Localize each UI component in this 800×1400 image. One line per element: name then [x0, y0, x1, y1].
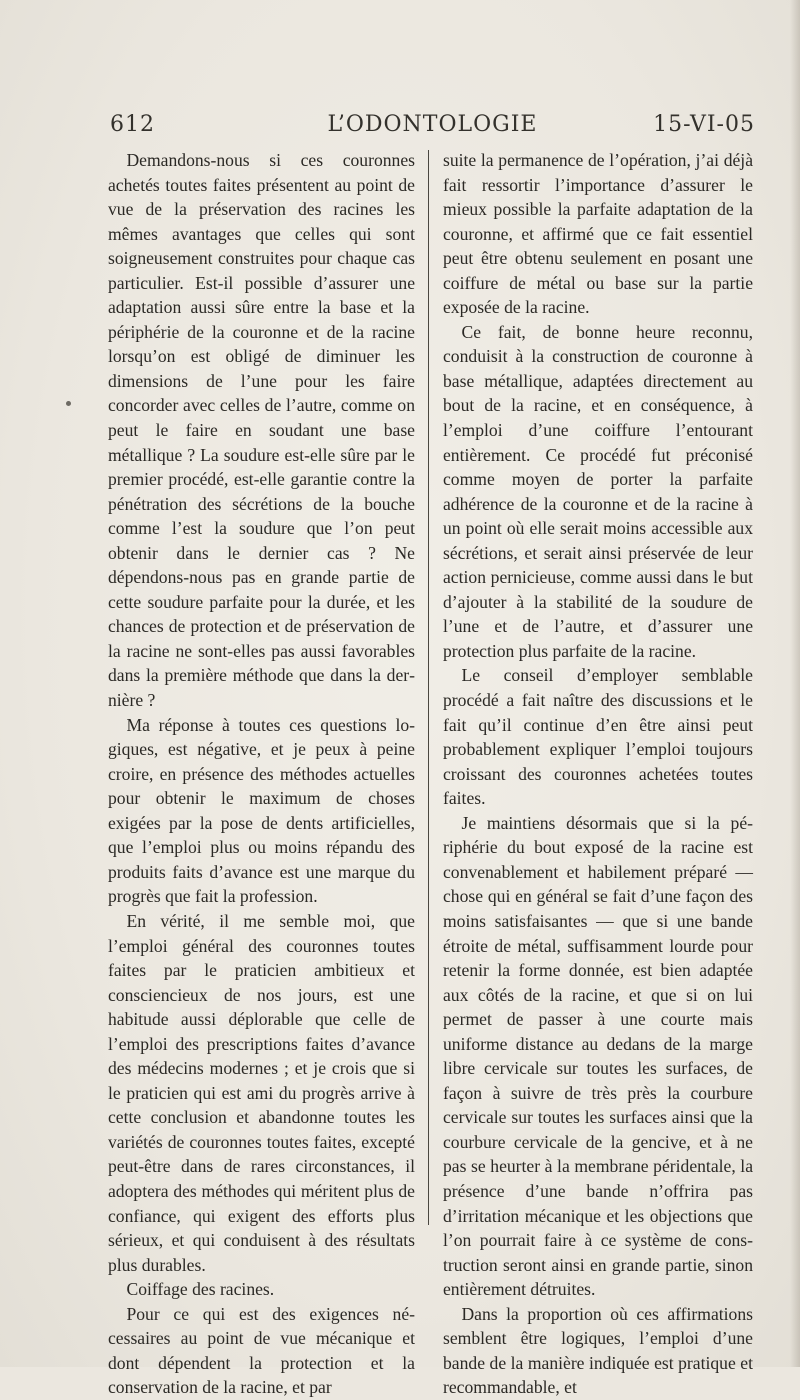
left-column: [108, 148, 415, 1400]
left-paragraph-4: Pour ce qui est des exigences nécessaires au point de vue mécanique et dont dépendent la protection et la conservation de la racine, et par: [108, 1303, 415, 1398]
journal-title: L’ODONTOLOGIE: [327, 112, 538, 137]
right-paragraph-4: Je maintiens désormais que si la périphérie du bout exposé de la racine est convenablement et habilement préparé — chose qui en général se fait d’une façon des moins satisfaisantes — que si une bande étroite de métal, suffisamment lourde pour retenir la forme donnée, est bien adaptée aux côtés de la racine, et que si on lui permet de passer à une courte mais uniforme distance au dedans de la marge libre cervicale sur toutes les surfaces, de façon à suivre de très près la courbure cervicale sur toutes les surfaces ainsi que la courbure cervicale de la gencive, et à ne pas se heurter à la membrane péridentale, la présence d’une bande n’offrira pas d’irritation mécanique et les objections que l’on pourrait faire à ce système de construction seront ainsi en grande partie, sinon entièrement détruites.: [443, 812, 753, 1300]
column-divider: [428, 150, 429, 1225]
right-paragraph-2: Ce fait, de bonne heure reconnu, conduisit à la construction de couronne à base métallique, adaptées directement au bout de la racine, et en conséquence, à l’emploi d’une coiffure l’entourant entièrement. Ce procédé fut préconisé comme moyen de porter la parfaite adhérence de la couronne et de la racine à un point où elle serait moins accessible aux sécrétions, et serait ainsi préservée de leur action pernicieuse, comme aussi dans le but d’ajouter à la stabilité de la soudure de l’une et de l’autre, et d’assurer une protection plus parfaite de la racine.: [443, 321, 753, 661]
running-header: [110, 112, 755, 142]
section-heading: Coiffage des racines.: [126, 1279, 275, 1300]
issue-date: 15-VI-05: [653, 112, 755, 137]
right-column: [443, 148, 753, 1400]
page-edge-shadow: [790, 0, 800, 1367]
page-number: 612: [110, 112, 155, 137]
margin-speck: [66, 401, 71, 406]
right-paragraph-5: Dans la proportion où ces affirmations semblent être logiques, l’emploi d’une bande de la manière indiquée est pratique et recommandable, et: [443, 1303, 753, 1398]
left-paragraph-1: Demandons-nous si ces couronnes achetés toutes faites présentent au point de vue de la préservation des racines les mêmes avantages que celles qui sont soigneusement construites pour chaque cas particulier. Est-il possible d’assurer une adaptation aussi sûre entre la base et la périphérie de la couronne et de la racine lorsqu’on est obligé de diminuer les dimensions de l’une pour les faire concorder avec celles de l’autre, comme on peut le faire en soudant une base métallique ? La soudure est-elle sûre par le premier procédé, est-elle garantie contre la pénétration des sécrétions de la bouche comme l’est la soudure que l’on peut obtenir dans le dernier cas ? Ne dépendons-nous pas en grande partie de cette soudure parfaite pour la durée, et les chances de protection et de préservation de la racine ne sont-elles pas aussi favorables dans la première méthode que dans la dernière ?: [108, 150, 415, 711]
right-paragraph-3: Le conseil d’employer semblable procédé a fait naître des discussions et le fait qu’il continue d’en être ainsi peut probablement expliquer l’emploi toujours croissant des couronnes achetées toutes faites.: [443, 665, 753, 809]
left-paragraph-3: En vérité, il me semble moi, que l’emploi général des couronnes toutes faites par le praticien ambitieux et consciencieux de nos jours, est une habitude aussi déplorable que celle de l’emploi des prescriptions faites d’avance des médecins modernes ; et je crois que si le praticien qui est ami du progrès arrive à cette conclusion et abandonne toutes les variétés de couronnes toutes faites, excepté peut-être dans de rares circonstances, il adoptera des méthodes qui méritent plus de confiance, qui exigent des efforts plus sérieux, et qui conduisent à des résultats plus durables.: [108, 910, 415, 1275]
left-paragraph-2: Ma réponse à toutes ces questions logiques, est négative, et je peux à peine croire, en présence des méthodes actuelles pour obtenir le maximum de choses exigées par la pose de dents artificielles, que l’emploi plus ou moins répandu des produits faits d’avance est une marque du progrès que fait la profession.: [108, 714, 415, 907]
right-paragraph-1: suite la permanence de l’opération, j’ai déjà fait ressortir l’importance d’assurer le mieux possible la parfaite adaptation de la couronne, et affirmé que ce fait essentiel peut être obtenu seulement en posant une coiffure de métal ou base sur la partie exposée de la racine.: [443, 150, 753, 318]
